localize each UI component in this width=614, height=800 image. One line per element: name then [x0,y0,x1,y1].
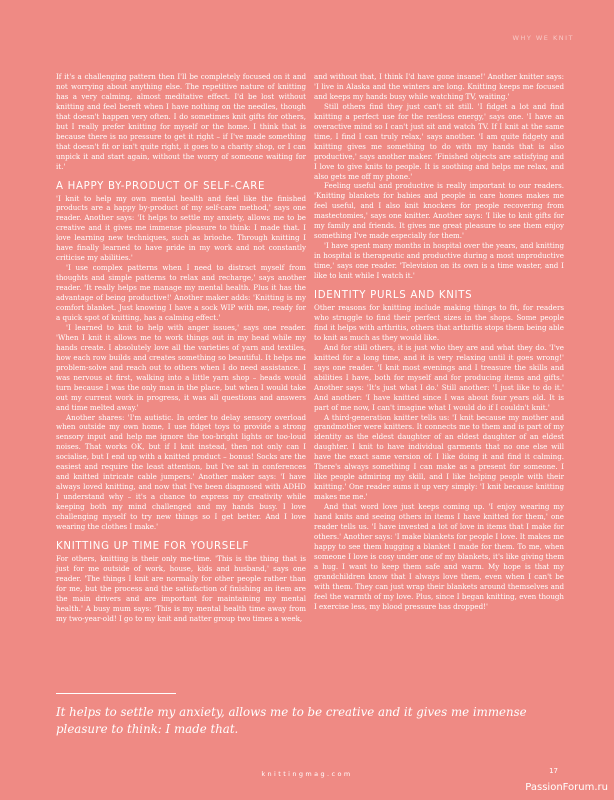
page-number: 17 [549,767,558,775]
intro-paragraph: If it's a challenging pattern then I'll be completely focused on it and not worrying about anything else. The repetitive nature of knitting has a very calming, almost meditative effect. I'd be lost without knitting and feel bereft when I have nothing on the needles, though that doesn't happen very often. I do sometimes knit gifts for others, but I really prefer knitting for myself or the home. I think that is because there is no pressure to get it right – if I've made something that doesn't fit or isn't quite right, it goes to a charity shop, or I can unpick it and start again, without the worry of someone waiting for it.' [56,72,306,171]
body-paragraph: 'I learned to knit to help with anger issues,' says one reader. 'When I knit it allows me to work things out in my head while my hands create. I absolutely love all the varieties of yarn and textiles, how each row builds and creates something so beautiful. It helps me problem-solve and reach out to others when I do need assistance. I was nervous at first, walking into a little yarn shop – heads would turn because I was the only man in the place, but when I would take out my current work in progress, it was all questions and answers and time melted away.' [56,322,306,412]
right-column [314,72,564,612]
pull-quote: It helps to settle my anxiety, allows me to be creative and it gives me immense pleasure to think: I made that. [56,705,527,736]
pull-quote-divider [56,693,176,694]
left-column [56,72,306,624]
body-paragraph: A third-generation knitter tells us: 'I knit because my mother and grandmother were knitters. It connects me to them and is part of my identity as the eldest daughter of an eldest daughter of an eldest daughter. I knit to have individual garments that no one else will have the exact same version of. I like doing it and find it calming. There's always something I can make as a present for someone. I like people admiring my skill, and I like helping people with their knitting.' One reader sums it up very simply: 'I knit because knitting makes me me.' [314,412,564,502]
section-heading-identity: IDENTITY PURLS AND KNITS [314,290,473,302]
section-heading-self-care: A HAPPY BY-PRODUCT OF SELF-CARE [56,180,266,192]
watermark: PassionForum.ru [525,782,608,793]
section-header-tag: WHY WE KNIT [512,34,574,42]
footer-website: knittingmag.com [261,770,353,778]
body-paragraph: 'I knit to help my own mental health and feel like the finished products are a happy by-product of my self-care method,' says one reader. Another says: 'It helps to settle my anxiety, allows me to be creative and it gives me immense pleasure to think: I made that. I love learning new techniques, such as brioche. Through knitting I have finally learned to have pride in my work and not constantly criticise my abilities.' [56,193,306,263]
body-paragraph: Other reasons for knitting include making things to fit, for readers who struggle to find their perfect sizes in the shops. Some people find it helps with arthritis, others that arthritis stops them being able to knit as much as they would like. [314,303,564,342]
body-paragraph: Still others find they just can't sit still. 'I fidget a lot and find knitting a perfect use for the restless energy,' says one. 'I have an overactive mind so I can't just sit and watch TV. If I knit at the same time, I find I can truly relax,' says another. 'I am quite fidgety and knitting gives me something to do with my hands that is also productive,' says another maker. 'Finished objects are satisfying and I love to give knits to people. It is soothing and helps me relax, and also gets me off my phone.' [314,101,564,181]
body-paragraph: Another shares: 'I'm autistic. In order to delay sensory overload when outside my own home, I use fidget toys to provide a strong sensory input and help me ignore the too-bright lights or too-loud noises. That works OK, but if I knit instead, then not only can I socialise, but I end up with a knitted product – bonus! Socks are the easiest and require the least attention, but I've sat in conferences and knitted intricate cable jumpers.' Another maker says: 'I have always loved knitting, and now that I've been diagnosed with ADHD I understand why – it's a chance to express my creativity while keeping both my mind challenged and my hands busy. I love challenging myself to try new things so I get better. And I love wearing the clothes I make.' [56,412,306,531]
body-paragraph: 'I have spent many months in hospital over the years, and knitting in hospital is therapeutic and productive during a most unproductive time,' says one reader. 'Television on its own is a time waster, and I like to knit while I watch it.' [314,241,564,281]
body-paragraph: and without that, I think I'd have gone insane!' Another knitter says: 'I live in Alaska and the winters are long. Knitting keeps me focused and keeps my hands busy while watching TV, waiting.' [314,72,564,101]
body-paragraph: And for still others, it is just who they are and what they do. 'I've knitted for a long time, and it is very relaxing until it goes wrong!' says one reader. 'I knit most evenings and I treasure the skills and abilities I have, both for myself and for producing items and gifts.' Another says: 'It's just what I do.' Still another: 'I just like to do it.' And another: 'I have knitted since I was about four years old. It is part of me now, I can't imagine what I would do if I couldn't knit.' [314,342,564,412]
body-paragraph: For others, knitting is their only me-time. 'This is the thing that is just for me outside of work, house, kids and husband,' says one reader. 'The things I knit are normally for other people rather than for me, but the process and the satisfaction of finishing an item are the main drivers and are important for maintaining my mental health.' A busy mum says: 'This is my mental health time away from my two-year-old! I go to my knit and natter group two times a week, [56,553,306,623]
body-paragraph: 'I use complex patterns when I need to distract myself from thoughts and simple patterns to relax and recharge,' says another reader. 'It really helps me manage my mental health. Plus it has the advantage of being productive!' Another maker adds: 'Knitting is my comfort blanket. Just knowing I have a sock WIP with me, ready for a quick spot of knitting, has a calming effect.' [56,263,306,322]
body-paragraph: Feeling useful and productive is really important to our readers. 'Knitting blankets for babies and people in care homes makes me feel useful, and I also knit knockers for people recovering from mastectomies,' says one knitter. Another says: 'I like to knit gifts for my family and friends. It gives me great pleasure to see them enjoy something I've made especially for them.' [314,181,564,241]
section-heading-time-for-yourself: KNITTING UP TIME FOR YOURSELF [56,540,250,552]
body-paragraph: And that word love just keeps coming up. 'I enjoy wearing my hand knits and seeing others in items I have knitted for them,' one reader tells us. 'I have invested a lot of love in items that I make for others.' Another says: 'I make blankets for people I love. It makes me happy to see them hugging a blanket I made for them. To me, when someone I love is cosy under one of my blankets, it's like giving them a hug. I want to keep them safe and warm. My hope is that my grandchildren know that I always love them, even when I can't be with them. They can just wrap their blankets around themselves and feel the warmth of my love. Plus, since I began knitting, even though I exercise less, my blood pressure has dropped!' [314,502,564,611]
